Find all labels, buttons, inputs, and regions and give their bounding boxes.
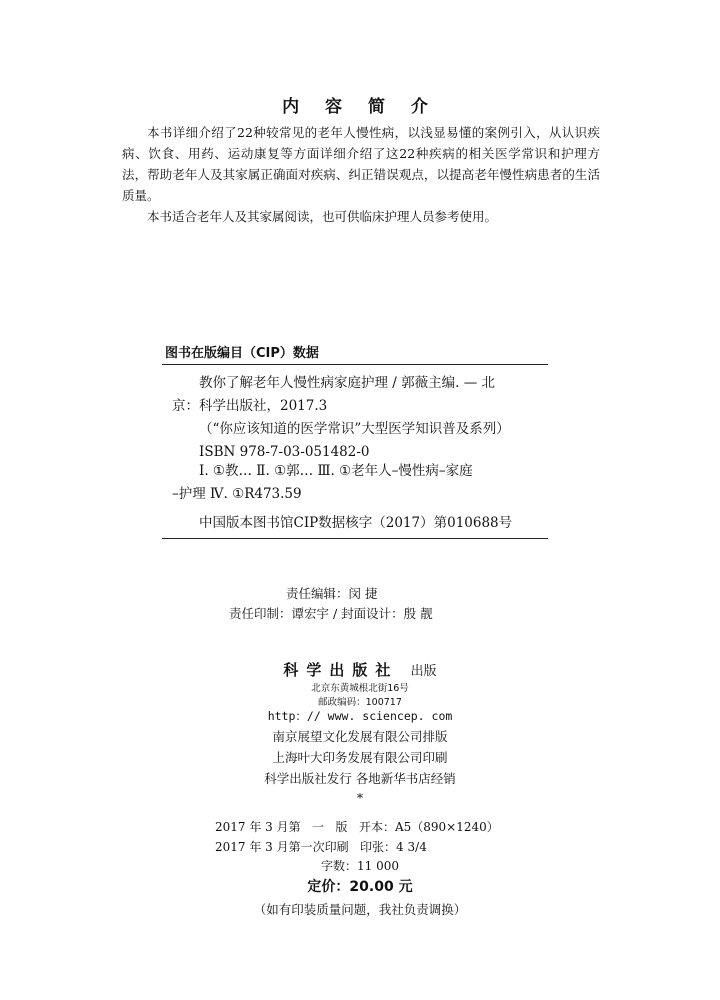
intro-text [122,122,600,227]
cip-record [172,372,544,464]
typeset-info: 南京展望文化发展有限公司排版 [272,729,448,744]
cip-line-series: （“你应该知道的医学常识”大型医学知识普及系列） [199,421,510,437]
printer-info: 上海叶大印务发展有限公司印刷 [272,750,448,765]
intro-title: 内 容 简 介 [282,97,438,117]
cip-top-rule [162,364,548,365]
distribution-info: 科学出版社发行 各地新华书店经销 [264,771,456,786]
publisher-logo: 科学出版社 [283,661,399,679]
cip-line-isbn: ISBN 978-7-03-051482-0 [199,444,370,460]
edition-line: 2017 年 3 月第 一 版 开本：A5（890×1240） [215,820,499,834]
price: 定价：20.00 元 [307,879,413,895]
intro-paragraph-1: 本书详细介绍了22种较常见的老年人慢性病，以浅显易懂的案例引入，从认识疾病、饮食、用药、运动康复等方面详细介绍了这22种疾病的相关医学常识和护理方法，帮助老年人及其家属正确面对疾病、纠正错误观点，以提高老年慢性病患者的生活质量。 [122,125,600,203]
intro-paragraph-2: 本书适合老年人及其家属阅读，也可供临床护理人员参考使用。 [147,209,498,224]
cip-line-title: 教你了解老年人慢性病家庭护理 / 郭薇主编. — 北 [199,375,496,391]
cip-line-subjects: Ⅰ. ①教… Ⅱ. ①郭… Ⅲ. ①老年人–慢性病–家庭 [199,463,473,479]
publisher-line [0,659,720,680]
separator-star: * [356,790,364,805]
quality-note: （如有印装质量问题，我社负责调换） [253,902,467,917]
print-and-cover-credit: 责任印制：谭宏宇 / 封面设计：殷 靓 [229,606,433,621]
publisher-url: http：// www. sciencep. com [267,709,453,723]
publisher-postcode: 邮政编码：100717 [318,697,402,708]
cip-heading: 图书在版编目（CIP）数据 [165,346,319,361]
cip-line-class-number: –护理 Ⅳ. ①R473.59 [172,486,302,502]
cip-classification [172,460,544,506]
cip-bottom-rule [162,538,548,539]
responsible-editor: 责任编辑：闵 捷 [286,586,378,601]
publish-word: 出版 [410,664,437,679]
cip-verification [172,512,544,535]
cip-line-verification: 中国版本图书馆CIP数据核字（2017）第010688号 [199,515,513,531]
word-count: 字数：11 000 [321,859,399,873]
printing-line: 2017 年 3 月第一次印刷 印张：4 3/4 [215,840,427,854]
cip-line-publisher: 京：科学出版社，2017.3 [172,398,328,414]
publisher-address: 北京东黄城根北街16号 [311,683,409,694]
